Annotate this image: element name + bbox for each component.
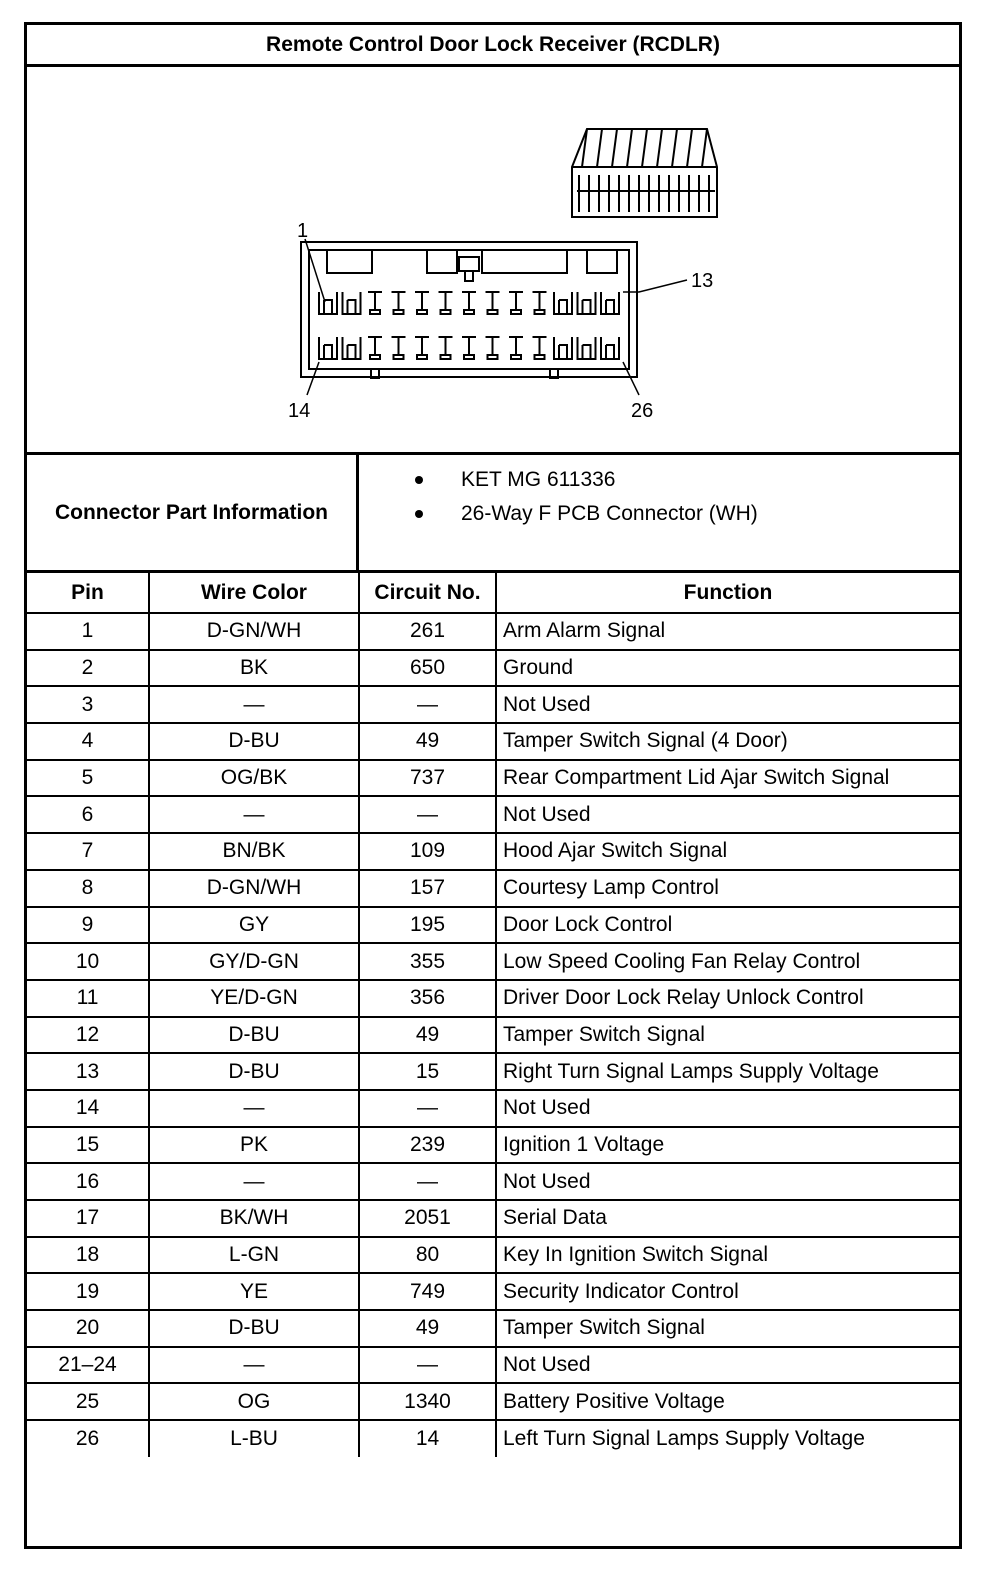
table-row — [27, 760, 959, 797]
function-cell: Right Turn Signal Lamps Supply Voltage — [496, 1053, 959, 1090]
circuit-cell: 650 — [359, 650, 496, 687]
pin-cavity-17 — [392, 337, 406, 359]
table-row — [27, 796, 959, 833]
wire-color-cell: — — [149, 1163, 359, 1200]
table-row — [27, 1237, 959, 1274]
function-cell: Courtesy Lamp Control — [496, 870, 959, 907]
pin-cavity-26 — [601, 337, 619, 359]
table-row — [27, 1163, 959, 1200]
connector-sheet — [24, 22, 962, 1549]
wire-color-cell: L-BU — [149, 1420, 359, 1457]
bullet-icon — [415, 476, 423, 484]
table-row — [27, 1347, 959, 1384]
wire-color-cell: YE — [149, 1273, 359, 1310]
pin-cavity-16 — [368, 337, 382, 359]
pin-cell: 13 — [27, 1053, 149, 1090]
pin-cell: 16 — [27, 1163, 149, 1200]
table-header-row — [27, 573, 959, 613]
pin-cavity-14 — [319, 337, 337, 359]
wire-color-cell: OG/BK — [149, 760, 359, 797]
pin-cell: 21–24 — [27, 1347, 149, 1384]
table-row — [27, 1420, 959, 1457]
pin-14-callout: 14 — [288, 400, 311, 422]
wire-color-cell: — — [149, 1347, 359, 1384]
part-info-item: KET MG 611336 — [359, 463, 758, 497]
pin-cavity-24 — [554, 337, 572, 359]
circuit-cell: 355 — [359, 943, 496, 980]
table-row — [27, 1090, 959, 1127]
circuit-cell: 737 — [359, 760, 496, 797]
function-cell: Key In Ignition Switch Signal — [496, 1237, 959, 1274]
table-row — [27, 1017, 959, 1054]
wire-color-cell: D-BU — [149, 1017, 359, 1054]
function-cell: Security Indicator Control — [496, 1273, 959, 1310]
circuit-cell: 49 — [359, 1310, 496, 1347]
pin-cavity-6 — [439, 292, 453, 314]
page-title: Remote Control Door Lock Receiver (RCDLR) — [27, 25, 959, 67]
pin-cell: 17 — [27, 1200, 149, 1237]
pin-cavity-2 — [343, 292, 361, 314]
function-cell: Ground — [496, 650, 959, 687]
pin-cavity-5 — [415, 292, 429, 314]
pin-cell: 19 — [27, 1273, 149, 1310]
circuit-header: Circuit No. — [359, 573, 496, 613]
function-cell: Rear Compartment Lid Ajar Switch Signal — [496, 760, 959, 797]
function-cell: Arm Alarm Signal — [496, 613, 959, 650]
table-row — [27, 833, 959, 870]
wire-color-cell: BN/BK — [149, 833, 359, 870]
circuit-cell: — — [359, 1163, 496, 1200]
pinout-table — [27, 573, 959, 1457]
function-cell: Driver Door Lock Relay Unlock Control — [496, 980, 959, 1017]
pin-cell: 26 — [27, 1420, 149, 1457]
table-row — [27, 870, 959, 907]
circuit-cell: 195 — [359, 907, 496, 944]
table-row — [27, 650, 959, 687]
wire-color-cell: YE/D-GN — [149, 980, 359, 1017]
circuit-cell: — — [359, 1347, 496, 1384]
function-cell: Tamper Switch Signal (4 Door) — [496, 723, 959, 760]
wire-color-header: Wire Color — [149, 573, 359, 613]
connector-part-information — [27, 455, 959, 573]
wire-color-cell: BK/WH — [149, 1200, 359, 1237]
pin-cavity-10 — [533, 292, 547, 314]
circuit-cell: 1340 — [359, 1383, 496, 1420]
pin-cavity-22 — [509, 337, 523, 359]
pin-cavity-20 — [462, 337, 476, 359]
pin-13-callout: 13 — [691, 270, 714, 292]
table-row — [27, 1383, 959, 1420]
pin-cavity-8 — [486, 292, 500, 314]
pin-cell: 6 — [27, 796, 149, 833]
pin-cavity-23 — [533, 337, 547, 359]
pin-cavity-21 — [486, 337, 500, 359]
pin-cell: 9 — [27, 907, 149, 944]
pin-cell: 10 — [27, 943, 149, 980]
pin-row-top — [319, 292, 619, 314]
function-cell: Tamper Switch Signal — [496, 1017, 959, 1054]
pin-cell: 3 — [27, 686, 149, 723]
function-cell: Battery Positive Voltage — [496, 1383, 959, 1420]
function-cell: Serial Data — [496, 1200, 959, 1237]
wire-color-cell: — — [149, 796, 359, 833]
wire-color-cell: — — [149, 686, 359, 723]
circuit-cell: 14 — [359, 1420, 496, 1457]
table-row — [27, 613, 959, 650]
pin-cell: 20 — [27, 1310, 149, 1347]
table-row — [27, 723, 959, 760]
table-row — [27, 686, 959, 723]
wire-color-cell: D-GN/WH — [149, 870, 359, 907]
function-cell: Hood Ajar Switch Signal — [496, 833, 959, 870]
circuit-cell: 157 — [359, 870, 496, 907]
wire-color-cell: D-BU — [149, 1053, 359, 1090]
circuit-cell: 49 — [359, 723, 496, 760]
function-header: Function — [496, 573, 959, 613]
connector-diagram — [27, 67, 959, 455]
table-row — [27, 1127, 959, 1164]
pin-cell: 5 — [27, 760, 149, 797]
wire-color-cell: D-GN/WH — [149, 613, 359, 650]
connector-3d-icon — [572, 129, 717, 217]
pin-26-callout: 26 — [631, 400, 654, 422]
pin-cell: 2 — [27, 650, 149, 687]
table-row — [27, 1310, 959, 1347]
wire-color-cell: GY/D-GN — [149, 943, 359, 980]
pin-cavity-7 — [462, 292, 476, 314]
pin-cavity-13 — [601, 292, 619, 314]
connector-face-drawing — [27, 67, 959, 452]
circuit-cell: — — [359, 796, 496, 833]
pin-cell: 4 — [27, 723, 149, 760]
pin-cavity-11 — [554, 292, 572, 314]
table-row — [27, 943, 959, 980]
table-row — [27, 1200, 959, 1237]
circuit-cell: 80 — [359, 1237, 496, 1274]
pin-cell: 14 — [27, 1090, 149, 1127]
pin-cavity-4 — [392, 292, 406, 314]
function-cell: Not Used — [496, 1163, 959, 1200]
pin-cell: 11 — [27, 980, 149, 1017]
wire-color-cell: D-BU — [149, 723, 359, 760]
table-row — [27, 980, 959, 1017]
circuit-cell: 261 — [359, 613, 496, 650]
circuit-cell: 15 — [359, 1053, 496, 1090]
pin-cell: 12 — [27, 1017, 149, 1054]
function-cell: Door Lock Control — [496, 907, 959, 944]
function-cell: Not Used — [496, 1090, 959, 1127]
function-cell: Tamper Switch Signal — [496, 1310, 959, 1347]
table-row — [27, 907, 959, 944]
function-cell: Ignition 1 Voltage — [496, 1127, 959, 1164]
pin-cell: 15 — [27, 1127, 149, 1164]
circuit-cell: 2051 — [359, 1200, 496, 1237]
pin-header: Pin — [27, 573, 149, 613]
pin-cavity-25 — [578, 337, 596, 359]
pin-cavity-9 — [509, 292, 523, 314]
function-cell: Not Used — [496, 686, 959, 723]
pin-cavity-12 — [578, 292, 596, 314]
circuit-cell: 49 — [359, 1017, 496, 1054]
part-info-item: 26-Way F PCB Connector (WH) — [359, 497, 758, 531]
function-cell: Left Turn Signal Lamps Supply Voltage — [496, 1420, 959, 1457]
part-info-list — [359, 463, 758, 531]
function-cell: Low Speed Cooling Fan Relay Control — [496, 943, 959, 980]
wire-color-cell: OG — [149, 1383, 359, 1420]
wire-color-cell: L-GN — [149, 1237, 359, 1274]
pin-cavity-19 — [439, 337, 453, 359]
circuit-cell: 109 — [359, 833, 496, 870]
pin-row-bottom — [319, 337, 619, 359]
circuit-cell: 239 — [359, 1127, 496, 1164]
pin-cavity-1 — [319, 292, 337, 314]
wire-color-cell: — — [149, 1090, 359, 1127]
pin-cell: 7 — [27, 833, 149, 870]
pin-cavity-15 — [343, 337, 361, 359]
pin-cell: 25 — [27, 1383, 149, 1420]
function-cell: Not Used — [496, 796, 959, 833]
table-row — [27, 1053, 959, 1090]
wire-color-cell: D-BU — [149, 1310, 359, 1347]
wire-color-cell: PK — [149, 1127, 359, 1164]
table-row — [27, 1273, 959, 1310]
pin-cell: 8 — [27, 870, 149, 907]
pin-cavity-18 — [415, 337, 429, 359]
function-cell: Not Used — [496, 1347, 959, 1384]
circuit-cell: — — [359, 1090, 496, 1127]
wire-color-cell: GY — [149, 907, 359, 944]
bullet-icon — [415, 510, 423, 518]
circuit-cell: — — [359, 686, 496, 723]
pin-cavity-3 — [368, 292, 382, 314]
pin-cell: 1 — [27, 613, 149, 650]
circuit-cell: 356 — [359, 980, 496, 1017]
pin-1-callout: 1 — [297, 220, 309, 242]
part-info-label: Connector Part Information — [27, 455, 359, 570]
circuit-cell: 749 — [359, 1273, 496, 1310]
pin-cell: 18 — [27, 1237, 149, 1274]
wire-color-cell: BK — [149, 650, 359, 687]
